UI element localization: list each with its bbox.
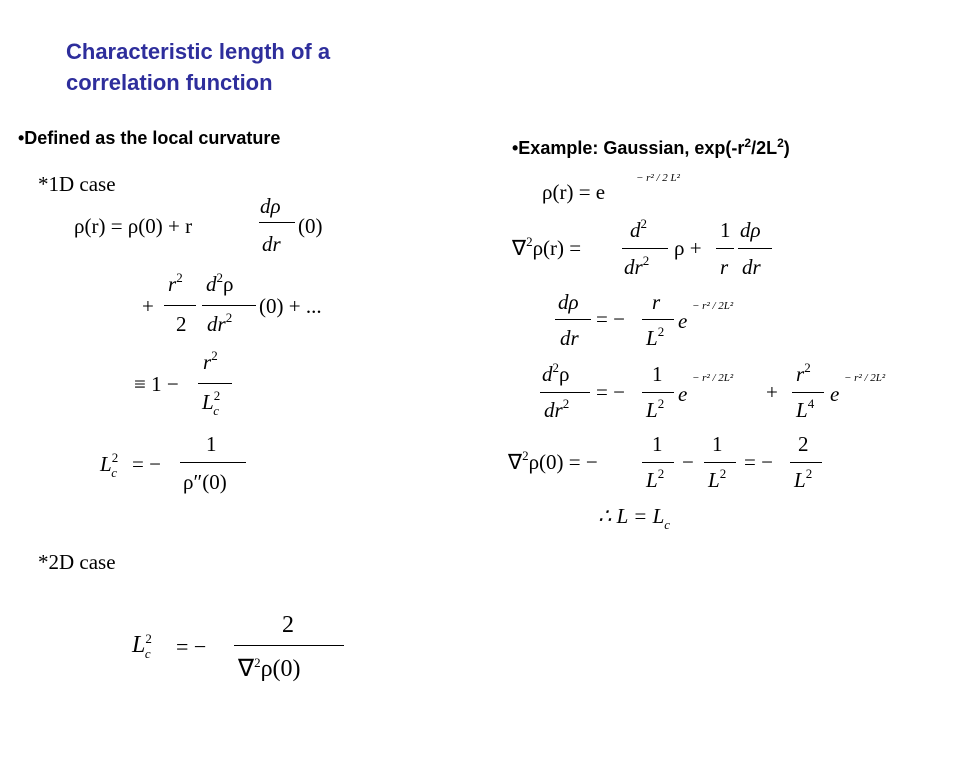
- second-fraction-bar: [164, 305, 196, 306]
- l0-f3bar: [790, 462, 822, 463]
- d2-num: $d^2\rho$: [542, 360, 570, 386]
- d2-e2: e: [830, 382, 840, 406]
- lc2d-fraction-bar: [234, 645, 344, 646]
- l0-f3num: 2: [798, 432, 809, 456]
- lap-den1: $dr^2$: [624, 253, 650, 279]
- case-1d-label: *1D case: [38, 172, 116, 196]
- d1-fraction-bar: [555, 319, 591, 320]
- d2-fden: $L^2$: [646, 396, 665, 422]
- d2-plus: +: [766, 380, 778, 404]
- second-num: $r^2$: [168, 270, 183, 296]
- l0-f3den: $L^2$: [794, 466, 813, 492]
- d1-exponent: − r² / 2L²: [692, 300, 734, 312]
- lc-den: ρ″(0): [183, 470, 227, 494]
- lc2d-num: 2: [282, 612, 294, 638]
- d2-exponent2: − r² / 2L²: [844, 372, 886, 384]
- second-d-den: $dr^2$: [207, 310, 233, 336]
- d1-e: e: [678, 309, 688, 333]
- d2-gnum: $r^2$: [796, 360, 811, 386]
- lc-eq: = −: [132, 452, 161, 476]
- d1-num: dρ: [558, 290, 579, 314]
- taylor-den: dr: [262, 232, 281, 256]
- case-2d-label: *2D case: [38, 550, 116, 574]
- d2-fbar: [642, 392, 674, 393]
- second-plus: +: [142, 294, 154, 318]
- slide-title: Characteristic length of a correlation function: [66, 39, 331, 95]
- l0-eq: = −: [744, 450, 773, 474]
- second-d-num: $d^2\rho$: [206, 270, 234, 296]
- second-tail: (0) + ...: [259, 294, 322, 318]
- approx-num: $r^2$: [203, 348, 218, 374]
- d2-gden: $L^4$: [796, 396, 815, 422]
- lap-fraction-bar2: [716, 248, 734, 249]
- gauss-lhs: ρ(r) = e: [542, 180, 606, 204]
- gauss-exponent: − r² / 2 L²: [636, 172, 680, 184]
- therefore: ∴ $L = L_c$: [598, 504, 671, 532]
- d1-fbar: [642, 319, 674, 320]
- lap-den2: r: [720, 255, 729, 279]
- l0-f1den: $L^2$: [646, 466, 665, 492]
- approx-prefix: ≡ 1 −: [134, 372, 179, 396]
- lap-num2: 1: [720, 218, 731, 242]
- d1-fnum: r: [652, 290, 661, 314]
- taylor-lhs: ρ(r) = ρ(0) + r: [74, 214, 193, 238]
- taylor-num: dρ: [260, 194, 281, 218]
- right-bullet: •Example: Gaussian, $\exp(-r^2/2L^2)$: [512, 136, 790, 158]
- lc2d-den: ∇$^2$ρ(0): [238, 655, 301, 682]
- l0-f2bar: [704, 462, 736, 463]
- taylor-tail: (0): [298, 214, 323, 238]
- approx-fraction-bar: [198, 383, 232, 384]
- lc-lhs: $L^2_c$: [100, 450, 119, 480]
- lap-fraction-bar3: [738, 248, 772, 249]
- lc-num: 1: [206, 432, 217, 456]
- second-d-fraction-bar: [202, 305, 256, 306]
- lap-den3: dr: [742, 255, 761, 279]
- l0-lhs: ∇$^2$ρ(0) = −: [508, 448, 598, 474]
- approx-den: $L^2_c$: [202, 388, 221, 418]
- lap-num3: dρ: [740, 218, 761, 242]
- d2-fraction-bar: [540, 392, 590, 393]
- left-bullet: •Defined as the local curvature: [18, 128, 281, 148]
- lap-num1: $d^2$: [630, 216, 647, 242]
- d2-exponent: − r² / 2L²: [692, 372, 734, 384]
- lc2d-lhs: $L^2_c$: [132, 631, 152, 661]
- lap-lhs: ∇$^2$ρ(r) =: [512, 234, 582, 260]
- second-den: 2: [176, 312, 187, 336]
- l0-f2num: 1: [712, 432, 723, 456]
- l0-f1num: 1: [652, 432, 663, 456]
- l0-f2den: $L^2$: [708, 466, 727, 492]
- lap-fraction-bar1: [622, 248, 668, 249]
- d1-fden: $L^2$: [646, 324, 665, 350]
- d1-den: dr: [560, 326, 579, 350]
- d2-eq: = −: [596, 380, 625, 404]
- l0-f1bar: [642, 462, 674, 463]
- lc2d-eq: = −: [176, 634, 207, 659]
- d1-eq: = −: [596, 307, 625, 331]
- d2-e: e: [678, 382, 688, 406]
- d2-den: $dr^2$: [544, 396, 570, 422]
- taylor-fraction-bar: [259, 222, 295, 223]
- lc-fraction-bar: [180, 462, 246, 463]
- lap-rho: ρ +: [674, 236, 702, 260]
- l0-minus: −: [682, 450, 694, 474]
- d2-fnum: 1: [652, 362, 663, 386]
- d2-gbar: [792, 392, 824, 393]
